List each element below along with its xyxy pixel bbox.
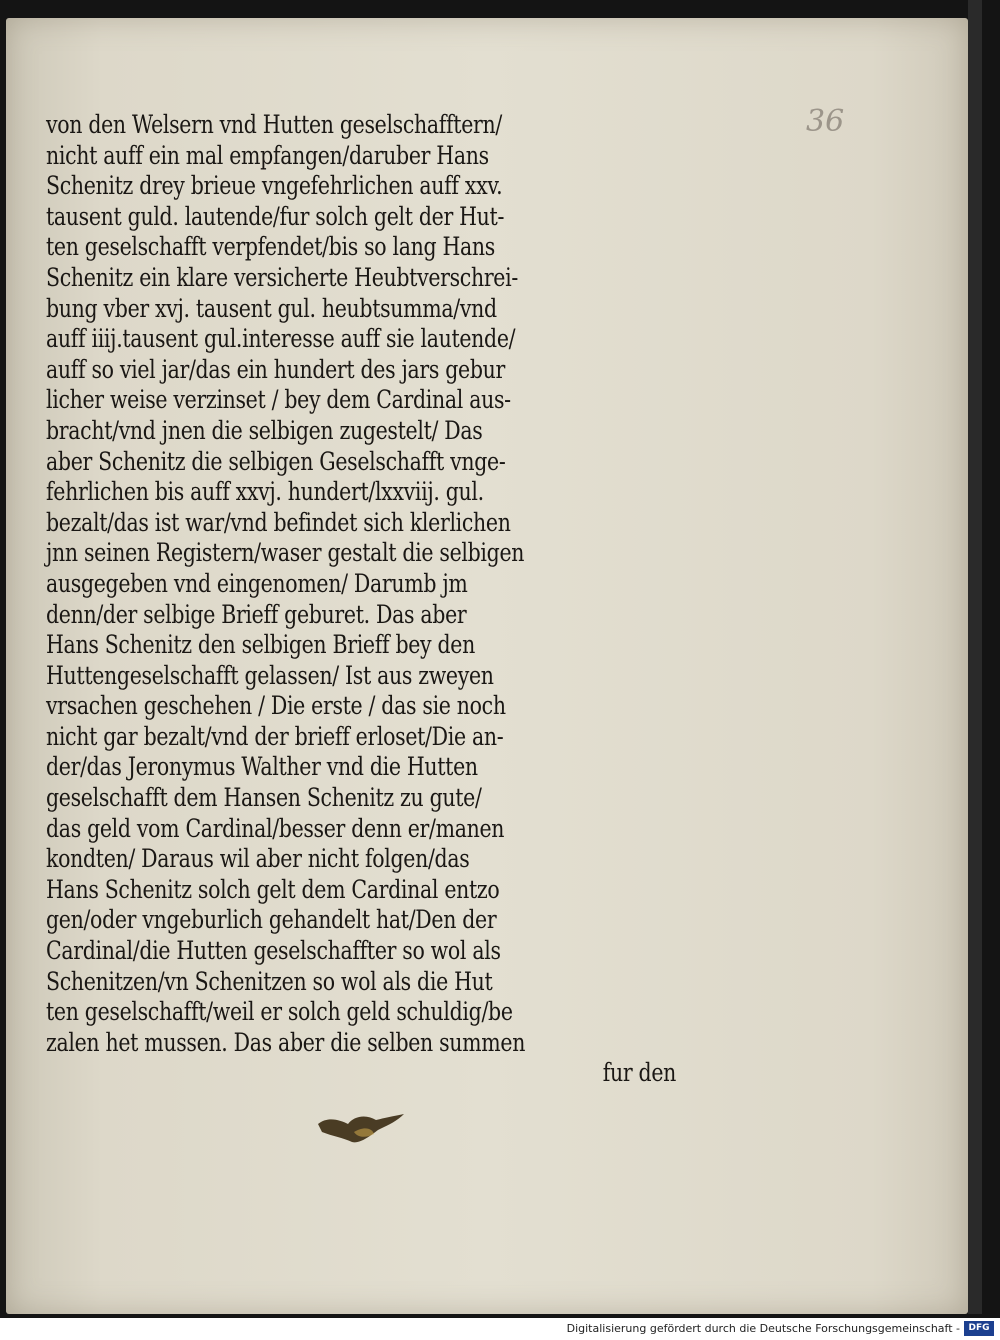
text-line: bung vber xvj. tausent gul. heubtsumma/vnd — [46, 293, 497, 323]
text-line: auff so viel jar/das ein hundert des jars gebur — [46, 354, 506, 384]
text-line: Schenitz drey brieue vngefehrlichen auff xxv. — [46, 171, 503, 201]
text-line: ausgegeben vnd eingenomen/ Darumb jm — [46, 568, 468, 598]
text-line: bezalt/das ist war/vnd befindet sich klerlichen — [46, 507, 511, 537]
text-line: tausent guld. lautende/fur solch gelt der Hut- — [46, 201, 505, 231]
folio-number: 36 — [806, 104, 845, 139]
text-line: fehrlichen bis auff xxvj. hundert/lxxviij. gul. — [46, 477, 484, 507]
text-line: Schenitz ein klare versicherte Heubtverschrei- — [46, 262, 518, 292]
text-line: zalen het mussen. Das aber die selben summen — [46, 1027, 526, 1057]
text-line: Hans Schenitz den selbigen Brieff bey den — [46, 630, 475, 660]
text-line: Hans Schenitz solch gelt dem Cardinal entzo — [46, 874, 500, 904]
funding-credit: Digitalisierung gefördert durch die Deutsche Forschungsgemeinschaft - — [566, 1322, 960, 1335]
ink-stain — [314, 1112, 406, 1148]
footer-bar — [0, 1318, 1000, 1340]
body-text — [46, 110, 676, 1089]
page-edge-shadow — [968, 0, 982, 1314]
text-line: Schenitzen/vn Schenitzen so wol als die Hut — [46, 966, 493, 996]
dfg-logo: DFG — [964, 1321, 994, 1336]
text-line: nicht auff ein mal empfangen/daruber Hans — [46, 140, 489, 170]
text-line: geselschafft dem Hansen Schenitz zu gute/ — [46, 783, 482, 813]
text-line: das geld vom Cardinal/besser denn er/manen — [46, 813, 505, 843]
text-line: auff iiij.tausent gul.interesse auff sie lautende/ — [46, 324, 516, 354]
scanned-page — [6, 18, 968, 1314]
text-line: vrsachen geschehen / Die erste / das sie noch — [46, 691, 506, 721]
text-line: Huttengeselschafft gelassen/ Ist aus zweyen — [46, 660, 494, 690]
text-line: nicht gar bezalt/vnd der brieff erloset/Die an- — [46, 721, 504, 751]
text-line: kondten/ Daraus wil aber nicht folgen/das — [46, 844, 470, 874]
text-line: denn/der selbige Brieff geburet. Das aber — [46, 599, 467, 629]
text-line: licher weise verzinset / bey dem Cardinal aus- — [46, 385, 511, 415]
text-line: gen/oder vngeburlich gehandelt hat/Den der — [46, 905, 497, 935]
catchword: fur den — [602, 1058, 676, 1088]
text-line: bracht/vnd jnen die selbigen zugestelt/ Das — [46, 415, 483, 445]
text-line: ten geselschafft verpfendet/bis so lang Hans — [46, 232, 495, 262]
text-line: jnn seinen Registern/waser gestalt die selbigen — [46, 538, 525, 568]
text-line: aber Schenitz die selbigen Geselschafft vnge- — [46, 446, 506, 476]
text-line: der/das Jeronymus Walther vnd die Hutten — [46, 752, 478, 782]
text-line: von den Welsern vnd Hutten geselschafftern/ — [46, 110, 502, 139]
text-line: ten geselschafft/weil er solch geld schuldig/be — [46, 997, 513, 1027]
text-line: Cardinal/die Hutten geselschaffter so wol als — [46, 936, 501, 966]
